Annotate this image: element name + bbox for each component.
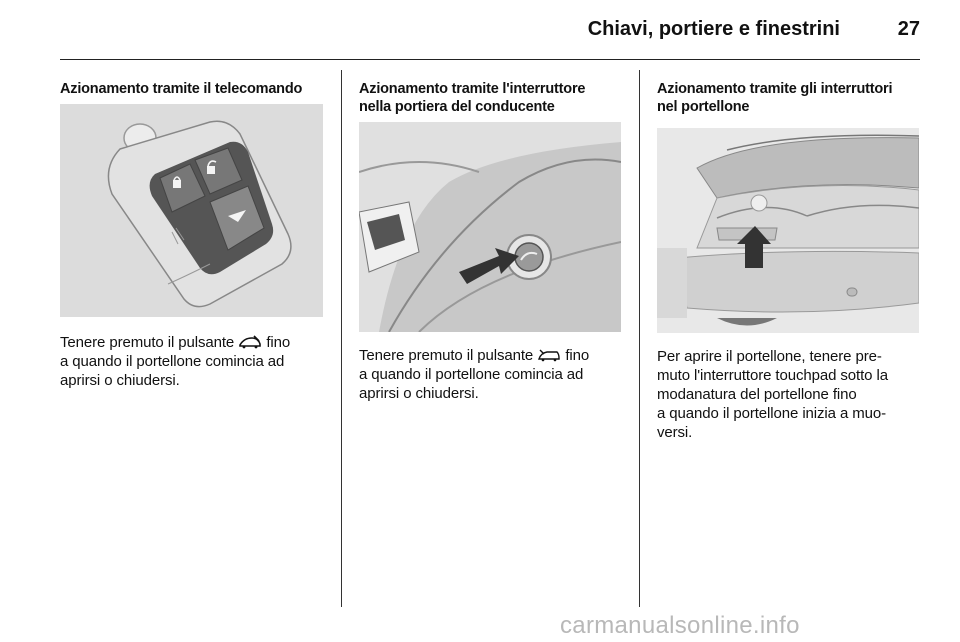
column-divider-1 [341, 70, 342, 607]
tailgate-text-line: a quando il portellone inizia a muo- [657, 405, 887, 422]
section-title-tailgate-switch [657, 80, 920, 116]
section-title-remote: Azionamento tramite il telecomando [60, 81, 303, 97]
tailgate-text-line: Per aprire il portellone, tenere pre- [657, 348, 882, 365]
watermark: carmanualsonline.info [560, 612, 800, 639]
door-switch-body-text [359, 346, 634, 403]
tailgate-text-line: muto l'interruttore touchpad sotto la [657, 367, 888, 384]
tailgate-illustration [657, 128, 919, 333]
tailgate-switch-icon [537, 348, 561, 362]
column-divider-2 [639, 70, 640, 607]
tailgate-remote-icon [238, 335, 262, 349]
door-switch-text-line3: aprirsi o chiudersi. [359, 385, 479, 402]
remote-text-line3: aprirsi o chiudersi. [60, 372, 180, 389]
remote-text-after: fino [266, 334, 291, 351]
tailgate-title-line2: nel portellone [657, 99, 750, 115]
door-switch-text-before: Tenere premuto il pulsante [359, 347, 534, 364]
remote-text-before: Tenere premuto il pulsante [60, 334, 235, 351]
door-switch-title-line2: nella portiera del conducente [359, 99, 555, 115]
door-switch-text-after: fino [565, 347, 590, 364]
door-switch-title-line1: Azionamento tramite l'interruttore [359, 81, 586, 97]
remote-key-illustration [60, 104, 323, 317]
door-switch-text-line2: a quando il portellone comincia ad [359, 366, 584, 383]
tailgate-text-line: modanatura del portellone fino [657, 386, 857, 403]
remote-text-line2: a quando il portellone comincia ad [60, 353, 285, 370]
tailgate-body-text [657, 347, 920, 442]
tailgate-title-line1: Azionamento tramite gli interruttori [657, 81, 893, 97]
remote-body-text [60, 333, 335, 390]
section-title-door-switch [359, 80, 634, 116]
page-number: 27 [897, 18, 920, 40]
tailgate-text-line: versi. [657, 424, 693, 441]
header-rule [60, 59, 920, 60]
page-header-title: Chiavi, portiere e finestrini [587, 18, 840, 40]
door-switch-illustration [359, 122, 621, 332]
